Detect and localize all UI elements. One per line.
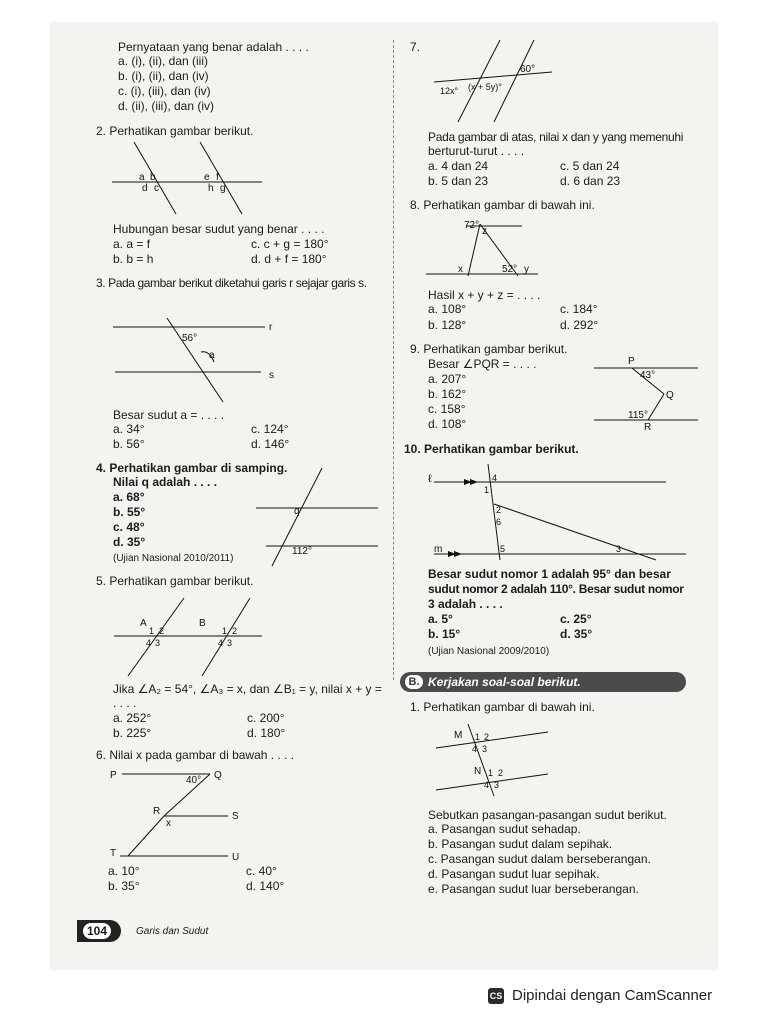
b1-figure xyxy=(428,722,558,798)
q7-option-b: b. 5 dan 23 xyxy=(428,174,489,188)
q1-statement: Pernyataan yang benar adalah . . . . xyxy=(118,40,309,54)
q6-option-d: d. 140° xyxy=(246,879,285,893)
q9-angle-43: 43° xyxy=(640,370,656,381)
q10-num-2: 2 xyxy=(496,505,502,515)
q10-option-a: a. 5° xyxy=(428,612,453,626)
q10-source: (Ujian Nasional 2009/2010) xyxy=(428,646,550,657)
q3-figure xyxy=(113,316,283,406)
b1-item-a: a. Pasangan sudut sehadap. xyxy=(428,822,581,836)
q6-label-Q: Q xyxy=(214,770,222,781)
q6-label-U: U xyxy=(232,852,240,863)
q8-label-x: x xyxy=(458,264,463,275)
q6-figure xyxy=(110,764,260,868)
q5-B-3: 3 xyxy=(227,638,233,648)
q2-label-e: e xyxy=(204,172,210,183)
q3-angle-a: a xyxy=(209,350,215,361)
q1-option-a: a. (i), (ii), dan (iii) xyxy=(118,54,209,68)
q8-stem: 8. Perhatikan gambar di bawah ini. xyxy=(410,198,595,212)
section-b-title: Kerjakan soal-soal berikut. xyxy=(428,675,581,689)
q4-source: (Ujian Nasional 2010/2011) xyxy=(113,553,234,564)
b1-N-3: 3 xyxy=(494,780,500,790)
camscanner-watermark: Dipindai dengan CamScanner xyxy=(512,987,713,1004)
q4-label-q: q xyxy=(294,506,300,517)
q3-option-d: d. 146° xyxy=(251,437,290,451)
b1-item-c: c. Pasangan sudut dalam berseberangan. xyxy=(428,852,651,866)
q5-option-d: d. 180° xyxy=(247,726,286,740)
b1-item-b: b. Pasangan sudut dalam sepihak. xyxy=(428,837,613,851)
q2-figure xyxy=(112,138,272,218)
q5-question: Jika ∠A₂ = 54°, ∠A₃ = x, dan ∠B₁ = y, nilai x + y = xyxy=(113,682,382,696)
q10-num-5: 5 xyxy=(500,544,506,554)
q4-angle-label: 112° xyxy=(292,546,312,557)
camscanner-icon: CS xyxy=(488,988,504,1004)
q8-option-c: c. 184° xyxy=(560,302,598,316)
q9-option-d: d. 108° xyxy=(428,417,467,431)
q5-B-4: 4 xyxy=(218,638,224,648)
q5-stem: 5. Perhatikan gambar berikut. xyxy=(96,574,254,588)
q2-option-a: a. a = f xyxy=(113,237,151,251)
q5-option-a: a. 252° xyxy=(113,711,152,725)
q5-A-1: 1 xyxy=(149,626,155,636)
q3-angle-label: 56° xyxy=(182,333,198,344)
q6-label-T: T xyxy=(110,848,117,859)
q4-option-c: c. 48° xyxy=(113,520,145,534)
q8-option-d: d. 292° xyxy=(560,318,599,332)
q4-option-b: b. 55° xyxy=(113,505,146,519)
q9-option-b: b. 162° xyxy=(428,387,467,401)
q10-num-3: 3 xyxy=(616,544,622,554)
q6-label-S: S xyxy=(232,811,239,822)
q1-option-b: b. (i), (ii), dan (iv) xyxy=(118,69,209,83)
q10-line-l: ℓ xyxy=(428,473,432,485)
q5-label-B: B xyxy=(199,618,206,629)
q10-option-c: c. 25° xyxy=(560,612,592,626)
q10-stem: 10. Perhatikan gambar berikut. xyxy=(404,442,579,456)
q7-option-c: c. 5 dan 24 xyxy=(560,159,620,173)
q7-stem-2: berturut-turut . . . . xyxy=(428,144,525,158)
q8-angle-72: 72° xyxy=(464,220,480,231)
q4-stem: 4. Perhatikan gambar di samping. xyxy=(96,461,288,475)
column-divider xyxy=(393,40,394,680)
q6-option-b: b. 35° xyxy=(108,879,140,893)
q2-label-g: g xyxy=(220,183,226,194)
q6-option-a: a. 10° xyxy=(108,864,140,878)
chapter-title: Garis dan Sudut xyxy=(136,926,209,937)
q5-A-3: 3 xyxy=(155,638,161,648)
b1-item-e: e. Pasangan sudut luar berseberangan. xyxy=(428,882,639,896)
q9-option-c: c. 158° xyxy=(428,402,466,416)
q10-option-d: d. 35° xyxy=(560,627,593,641)
q7-label-12x: 12x° xyxy=(440,86,459,96)
q9-figure xyxy=(594,352,704,432)
q3-line-s: s xyxy=(269,370,274,381)
q2-label-b: b xyxy=(150,172,156,183)
q7-figure xyxy=(430,38,560,124)
q7-number: 7. xyxy=(410,40,421,54)
b1-item-d: d. Pasangan sudut luar sepihak. xyxy=(428,867,600,881)
q2-question: Hubungan besar sudut yang benar . . . . xyxy=(113,222,325,236)
q10-line-m: m xyxy=(434,544,443,555)
q10-num-1: 1 xyxy=(484,485,490,495)
q2-label-f: f xyxy=(216,172,219,183)
b1-M-4: 4 xyxy=(472,744,478,754)
q6-stem: 6. Nilai x pada gambar di bawah . . . . xyxy=(96,748,295,762)
q5-question-dots: . . . . xyxy=(113,696,137,710)
q3-option-c: c. 124° xyxy=(251,422,289,436)
b1-question: Sebutkan pasangan-pasangan sudut berikut. xyxy=(428,808,667,822)
q2-label-h: h xyxy=(208,183,214,194)
q9-label-P: P xyxy=(628,356,635,367)
q5-option-c: c. 200° xyxy=(247,711,285,725)
q4-question: Nilai q adalah . . . . xyxy=(113,475,218,489)
page-number: 104 xyxy=(83,923,111,939)
q8-label-y: y xyxy=(524,264,529,275)
q1-option-c: c. (i), (iii), dan (iv) xyxy=(118,84,211,98)
q6-label-R: R xyxy=(153,806,161,817)
q8-option-b: b. 128° xyxy=(428,318,467,332)
q10-question-3: 3 adalah . . . . xyxy=(428,597,503,611)
q4-option-d: d. 35° xyxy=(113,535,146,549)
b1-stem: 1. Perhatikan gambar di bawah ini. xyxy=(410,700,595,714)
section-b-letter: B. xyxy=(405,675,423,689)
q10-figure xyxy=(424,460,694,564)
q10-num-4: 4 xyxy=(492,473,498,483)
q2-option-b: b. b = h xyxy=(113,252,154,266)
q2-stem: 2. Perhatikan gambar berikut. xyxy=(96,124,254,138)
q9-angle-115: 115° xyxy=(628,410,648,421)
q6-option-c: c. 40° xyxy=(246,864,277,878)
q2-label-a: a xyxy=(139,172,145,183)
q7-stem: Pada gambar di atas, nilai x dan y yang memenuhi xyxy=(428,130,684,144)
q8-option-a: a. 108° xyxy=(428,302,467,316)
q5-A-2: 2 xyxy=(159,626,165,636)
b1-N-1: 1 xyxy=(488,768,494,778)
b1-label-N: N xyxy=(474,766,482,777)
q6-label-P: P xyxy=(110,770,117,781)
q7-label-x5y: (x + 5y)° xyxy=(468,82,502,92)
q3-question: Besar sudut a = . . . . xyxy=(113,408,225,422)
q9-stem: 9. Perhatikan gambar berikut. xyxy=(410,342,568,356)
q5-label-A: A xyxy=(140,618,147,629)
q8-question: Hasil x + y + z = . . . . xyxy=(428,288,541,302)
q10-num-6: 6 xyxy=(496,517,502,527)
q7-option-d: d. 6 dan 23 xyxy=(560,174,621,188)
q2-label-c: c xyxy=(154,183,159,194)
q9-label-R: R xyxy=(644,422,652,433)
q2-option-d: d. d + f = 180° xyxy=(251,252,327,266)
q4-option-a: a. 68° xyxy=(113,490,145,504)
b1-label-M: M xyxy=(454,730,463,741)
section-b-banner xyxy=(400,672,686,692)
page-number-tab xyxy=(77,920,121,942)
b1-M-1: 1 xyxy=(475,732,481,742)
q3-option-b: b. 56° xyxy=(113,437,145,451)
q6-label-x: x xyxy=(166,818,171,829)
q5-B-2: 2 xyxy=(232,626,238,636)
q9-option-a: a. 207° xyxy=(428,372,467,386)
b1-N-2: 2 xyxy=(498,768,504,778)
q10-question-1: Besar sudut nomor 1 adalah 95° dan besar xyxy=(428,567,671,581)
q7-option-a: a. 4 dan 24 xyxy=(428,159,489,173)
b1-N-4: 4 xyxy=(484,780,490,790)
b1-M-3: 3 xyxy=(482,744,488,754)
q3-stem: 3. Pada gambar berikut diketahui garis r sejajar garis s. xyxy=(96,276,367,290)
q10-question-2: sudut nomor 2 adalah 110°. Besar sudut nomor xyxy=(428,582,684,596)
q4-figure xyxy=(256,468,386,568)
q1-option-d: d. (ii), (iii), dan (iv) xyxy=(118,99,215,113)
q3-line-r: r xyxy=(269,322,273,333)
q7-angle-60: 60° xyxy=(520,64,536,75)
b1-M-2: 2 xyxy=(484,732,490,742)
q9-label-Q: Q xyxy=(666,390,674,401)
q5-option-b: b. 225° xyxy=(113,726,152,740)
q2-option-c: c. c + g = 180° xyxy=(251,237,329,251)
q2-label-d: d xyxy=(142,183,148,194)
q8-figure xyxy=(426,216,546,284)
q3-option-a: a. 34° xyxy=(113,422,145,436)
q5-figure xyxy=(114,596,274,680)
q8-angle-52: 52° xyxy=(502,264,518,275)
q10-option-b: b. 15° xyxy=(428,627,461,641)
q5-B-1: 1 xyxy=(222,626,228,636)
q6-angle-label: 40° xyxy=(186,775,202,786)
q8-label-z: z xyxy=(482,226,487,237)
q5-A-4: 4 xyxy=(146,638,152,648)
q9-question: Besar ∠PQR = . . . . xyxy=(428,357,537,371)
